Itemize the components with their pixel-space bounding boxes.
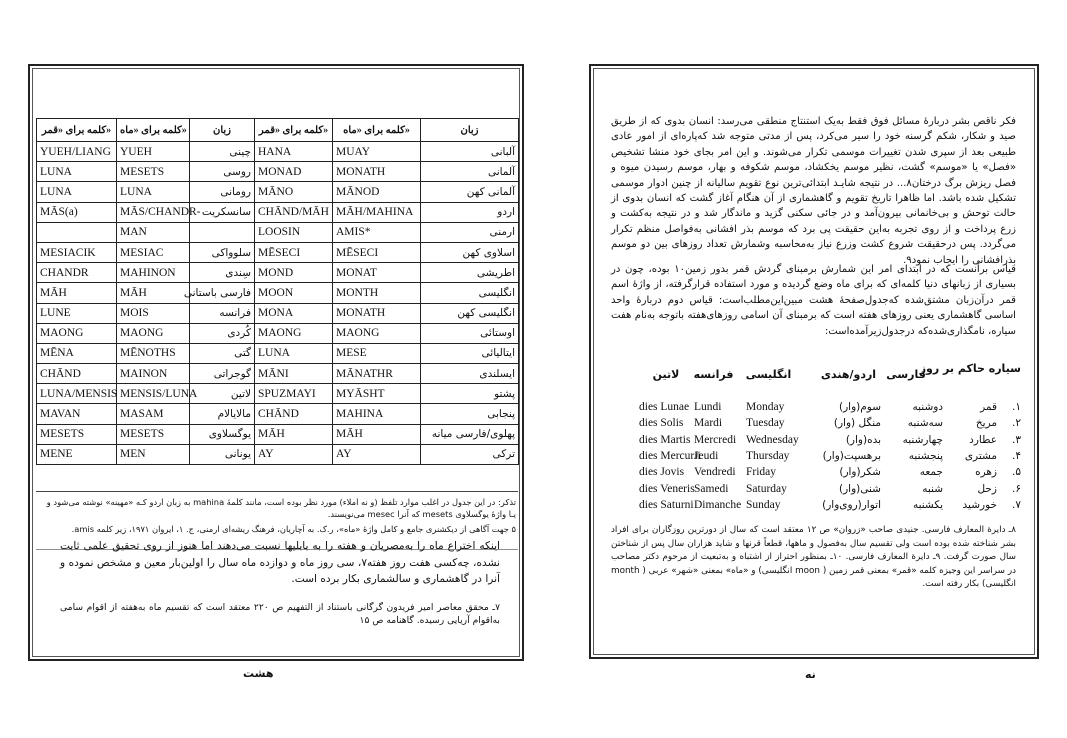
cell-language-2: اردو (421, 202, 519, 222)
cell-moon-2: MONA (255, 303, 333, 323)
cell-language-1: روسی (190, 162, 255, 182)
weekday-planet: زحل (977, 482, 997, 495)
cell-language-2: آلمانی (421, 162, 519, 182)
cell-moon-1: LUNA (37, 162, 117, 182)
cell-moon-2: MĀNI (255, 364, 333, 384)
cell-month-1: YUEH (117, 142, 190, 162)
cell-month-1: MESIAC (117, 242, 190, 262)
weekday-french: Mardi (694, 417, 723, 430)
cell-moon-2: MOND (255, 263, 333, 283)
table-bottom-rule (36, 491, 518, 492)
cell-moon-2: MĀNO (255, 182, 333, 202)
table-row (37, 202, 519, 222)
cell-month-1: MAN (117, 222, 190, 242)
weekday-planet: مشتری (964, 449, 997, 462)
weekday-english: Sunday (746, 498, 781, 511)
cell-moon-1: LUNA (37, 182, 117, 202)
cell-month-2: MĒSECI (333, 242, 421, 262)
cell-month-2: MONTH (333, 283, 421, 303)
weekday-header-urdu: اردو/هندی (820, 368, 877, 381)
weekday-french: Lundi (694, 401, 722, 413)
page-number-right: نه (805, 668, 816, 681)
weekday-french: Dimanche (694, 498, 742, 511)
cell-month-1: MAINON (117, 364, 190, 384)
table-row (37, 384, 519, 404)
cell-month-1: MASAM (117, 404, 190, 424)
cell-month-1: MĀH (117, 283, 190, 303)
cell-month-2: AY (333, 444, 421, 464)
cell-language-1: رومانی (190, 182, 255, 202)
cell-language-1: سلوواکی (190, 242, 255, 262)
weekday-planet: خورشید (962, 498, 997, 511)
left-body-paragraph: اینکه اختراع ماه را به‌مصریان و هفته را به بابلیها نسبت می‌دهند اما هنوز از روی تحقیق علمی ثابت نشده، چه‌کسی هفت روز هفته۷، سی روز ماه و دوازده ماه سال را اولین‌بار معین و مشخص نموده و آنرا در گاهشماری و سالشماری بکار برده است. (60, 540, 500, 585)
weekday-planet: عطارد (969, 433, 997, 446)
cell-language-1: لاتین (190, 384, 255, 404)
weekday-latin: dies Veneris (639, 482, 695, 495)
cell-language-2: انگلیسی (421, 283, 519, 303)
weekday-num: ۵. (1012, 466, 1021, 479)
weekday-num: ۴. (1012, 449, 1021, 462)
weekday-latin: dies Saturni (639, 498, 694, 511)
weekday-persian: سه‌شنبه (907, 417, 943, 430)
cell-language-1: یوگسلاوی (190, 424, 255, 444)
cell-month-1: MOIS (117, 303, 190, 323)
weekday-english: Thursday (746, 449, 790, 462)
cell-language-1: سانسکریت (190, 202, 255, 222)
weekday-latin: dies Jovis (639, 466, 685, 479)
weekday-latin: dies Martis (639, 433, 691, 446)
cell-month-2: MĀNATHR (333, 364, 421, 384)
table-row (37, 404, 519, 424)
cell-language-2: پنجابی (421, 404, 519, 424)
weekday-latin: dies Lunae (639, 401, 690, 413)
weekday-header-persian: فارسی (886, 368, 926, 381)
weekday-french: Mercredi (694, 433, 737, 446)
cell-moon-1: LUNA/MENSIS (37, 384, 117, 404)
cell-moon-2: MAONG (255, 323, 333, 343)
cell-month-1: MĒNOTHS (117, 343, 190, 363)
cell-month-1: MESETS (117, 424, 190, 444)
cell-moon-2: HANA (255, 142, 333, 162)
weekday-urdu: سوم(وار) (839, 401, 881, 413)
cell-moon-1: MAONG (37, 323, 117, 343)
cell-moon-2: LUNA (255, 343, 333, 363)
right-page (589, 64, 1039, 659)
table-row (37, 222, 519, 242)
cell-language-1: یونانی (190, 444, 255, 464)
weekday-urdu: بده(وار) (845, 433, 881, 446)
right-body-paragraph-2: قیاس برآنست که در ابتدای امر این شمارش برمبنای گردش قمر بدور زمین۱۰ بوده، چون در بسیاری از زبانهای دنیا کلمه‌ای که برای ماه وضع گردیده و مورد استفاده قرارگرفته، از واژهٔ اسم قمر درآن‌زبان مشتق‌شده که‌جدول‌صفحهٔ هشت مبین‌این‌مطلب‌است: قیاس دوم دربارهٔ واحد اساسی گاهشماری یعنی روزهای هفته است که برمبنای آن اسامی روزهای‌هفته باتوجه به‌نام هفت سیاره، نامگذاری‌شده‌که درجدول‌زیرآمده‌است: (611, 264, 1016, 337)
weekday-persian: پنجشنبه (908, 449, 943, 462)
table-row (37, 343, 519, 363)
cell-month-2: AMIS* (333, 222, 421, 242)
header-moon-2: کلمه برای «قمر» (255, 119, 333, 142)
cell-month-1: MAONG (117, 323, 190, 343)
cell-language-2: اسلاوی کهن (421, 242, 519, 262)
moon-month-words-table (36, 118, 519, 465)
weekday-latin: dies Mercurii (639, 449, 701, 462)
cell-language-1 (190, 222, 255, 242)
cell-language-1: فرانسه (190, 303, 255, 323)
cell-moon-2: AY (255, 444, 333, 464)
cell-language-1: سِندی (190, 263, 255, 283)
cell-month-1: LUNA (117, 182, 190, 202)
weekday-english: Saturday (746, 482, 787, 495)
cell-month-2: MONATH (333, 162, 421, 182)
weekday-english: Wednesday (746, 433, 799, 446)
cell-language-2: ایسلندی (421, 364, 519, 384)
table-header-row (37, 119, 519, 142)
cell-language-2: ارمنی (421, 222, 519, 242)
cell-month-2: MONATH (333, 303, 421, 323)
cell-moon-1: MĒNA (37, 343, 117, 363)
table-row (37, 242, 519, 262)
cell-moon-1: YUEH/LIANG (37, 142, 117, 162)
cell-moon-1: LUNE (37, 303, 117, 323)
weekday-num: ۱. (1012, 401, 1021, 413)
table-row (37, 263, 519, 283)
cell-moon-1: MĀS(a) (37, 202, 117, 222)
right-body-paragraph-1: فکر ناقص بشر دربارهٔ مسائل فوق فقط به‌یک استنتاج منطقی می‌رسد: انسان بدوی که از طریق صید و شکار، شکم گرسنه خود را سیر می‌کرد، پس از مدتی متوجه شد که‌پاره‌ای از امور عادی طبیعی بعد از سپری شدن تغییرات موسمی تکرار می‌شوند. و این امر بجای خود منشا تشخیص «فصل» یا «موسم» گشت، نظیر موسم یخکشاد، موسم شکوفه و بهار، موسم رسیدن میوه و فصل ریزش برگ درختان۸... در نتیجه شایـد ابتدائی‌ترین نوع تقویم سالیانه از چنین ادوار موسمی تشکیل شده باشد. اما ظاهرا تاریخ تقویم و گاهشماری از آن هنگام آغاز گشت که انسان بدوی از حالت توحش و بی‌خانمانی بیرون‌آمد و در جائی سکنی گزید و ماندگار شد و در نتیجه به‌کشت و زرع پرداخت و از روی تجربه به‌این حقیقت پی برد که موسم بذر افشانی به‌فواصل منظم تکرار می‌گردد. پس درحقیقت شروع کشت وزرع نیاز به‌محاسبه وشمارش تعداد روزهای بین دو موسم بذرافشانی را ایجاب نمود۹. (611, 116, 1016, 266)
cell-moon-2: MONAD (255, 162, 333, 182)
weekday-urdu: برهسپت(وار) (822, 449, 881, 462)
cell-month-2: MONAT (333, 263, 421, 283)
cell-month-2: MĀH (333, 424, 421, 444)
cell-language-1: چینی (190, 142, 255, 162)
header-language-1: زبان (190, 119, 255, 142)
weekday-persian: شنبه (922, 482, 943, 495)
cell-moon-2: SPUZMAYI (255, 384, 333, 404)
cell-language-2: آلمانی کهن (421, 182, 519, 202)
cell-moon-1: MĀH (37, 283, 117, 303)
cell-moon-1 (37, 222, 117, 242)
weekday-planet: قمر (980, 401, 997, 413)
cell-language-2: آلبانی (421, 142, 519, 162)
cell-month-1: MEN (117, 444, 190, 464)
footnote-5: ۵ جهت آگاهی از دیکشنری جامع و کامل واژهٔ «ماه»، ر.ک. به آچاریان، فرهنگ ریشه‌ای ارمنی، ج. ۱، ایروان ۱۹۷۱، زیر کلمه amis. (71, 524, 516, 534)
table-row (37, 142, 519, 162)
weekday-header-english: انگلیسی (745, 368, 792, 381)
cell-month-2: MĀNOD (333, 182, 421, 202)
weekday-header-french: فرانسه (693, 368, 734, 381)
weekday-persian: چهارشنبه (902, 433, 943, 446)
table-row (37, 283, 519, 303)
weekday-persian: دوشنبه (912, 401, 943, 413)
cell-month-2: MĀH/MAHINA (333, 202, 421, 222)
weekday-persian: جمعه (919, 466, 943, 479)
cell-month-1: MAHINON (117, 263, 190, 283)
weekday-num: ۲. (1012, 417, 1021, 430)
footnote-7: ۷ـ محقق معاصر امیر فریدون گرگانی باستناد از التفهیم ص ۲۲۰ معتقد است که تقسیم ماه به‌هفته از اقوام سامی به‌اقوام آریایی رسیده. گاهنامه ص ۱۵ (60, 602, 501, 626)
cell-month-1: MESETS (117, 162, 190, 182)
page-number-left: هشت (243, 667, 274, 680)
table-row (37, 182, 519, 202)
cell-month-2: MAHINA (333, 404, 421, 424)
cell-moon-1: MAVAN (37, 404, 117, 424)
cell-month-2: MUAY (333, 142, 421, 162)
cell-moon-2: MOON (255, 283, 333, 303)
table-note: تذکر: در این جدول در اغلب موارد تلفظ (و نه املاء) مورد نظر بوده است، مانند کلمهٔ mahina به زبان اردو کـه «مهینه» نوشته می‌شود و یـا واژهٔ یوگسلاوی mesets که آنرا mesec می‌نویسند. (46, 497, 516, 519)
table-row (37, 444, 519, 464)
weekday-english: Friday (746, 466, 777, 479)
header-month-2: کلمه برای «ماه» (333, 119, 421, 142)
cell-language-1: فارسی باستانی (190, 283, 255, 303)
cell-language-1: کُردی (190, 323, 255, 343)
cell-month-2: MESE (333, 343, 421, 363)
cell-moon-1: MESIACIK (37, 242, 117, 262)
weekday-french: Samedi (694, 482, 729, 495)
cell-language-2: اوستائی (421, 323, 519, 343)
weekday-english: Monday (746, 401, 785, 413)
weekday-planet: زهره (975, 466, 997, 479)
weekday-num: ۷. (1012, 498, 1021, 511)
weekday-french: Vendredi (694, 466, 736, 479)
cell-language-2: ترکی (421, 444, 519, 464)
cell-moon-1: MESETS (37, 424, 117, 444)
table-row (37, 162, 519, 182)
weekday-french: Jeudi (694, 449, 719, 462)
weekday-header-latin: لاتین (652, 368, 680, 381)
cell-moon-2: LOOSIN (255, 222, 333, 242)
right-footnotes: ۸ـ دایرة المعارف فارسی. جنیدی صاحب «زروان» ص ۱۲ معتقد است که سال از دورترین روزگاران برای افراد بشر شناخته شده بوده است ولی تقسیم سال به‌فصول و ماهها، قطعاً قرنها و شاید هزاران سال پس از شناختن سال صورت گرفت. ۹ـ دایرة المعارف فارسی. ۱۰ـ بمنظور احتراز از اشتباه و به‌تبعیت از مرحوم دکتر مصاحب در سراسر این وجیزه کلمه «قمر» بمعنی قمر زمین ( moon انگلیسی) و «ماه» بمعنی «شهر» عربی ( month انگلیسی) بکار رفته است. (611, 525, 1017, 589)
weekday-urdu: منگل (وار) (833, 417, 881, 430)
cell-language-2: پشتو (421, 384, 519, 404)
cell-language-1: گتی (190, 343, 255, 363)
table-row (37, 424, 519, 444)
header-language-2: زبان (421, 119, 519, 142)
cell-moon-1: CHĀND (37, 364, 117, 384)
weekday-urdu: اتوار(روی‌وار) (822, 498, 881, 511)
weekday-english: Tuesday (746, 417, 785, 430)
cell-month-2: MAONG (333, 323, 421, 343)
cell-moon-1: CHANDR (37, 263, 117, 283)
cell-month-1: MENSIS/LUNA (117, 384, 190, 404)
cell-language-1: مالایالام (190, 404, 255, 424)
cell-moon-1: MENE (37, 444, 117, 464)
cell-moon-2: MĀH (255, 424, 333, 444)
cell-language-2: ایتالیائی (421, 343, 519, 363)
cell-language-1: گوجراتی (190, 364, 255, 384)
cell-language-2: پهلوی/فارسی میانه (421, 424, 519, 444)
weekday-num: ۶. (1012, 482, 1021, 495)
weekday-urdu: شنی(وار) (839, 482, 881, 495)
cell-month-2: MYĀSHT (333, 384, 421, 404)
weekday-planet: مریخ (975, 417, 997, 430)
weekday-latin: dies Solis (639, 417, 684, 430)
cell-moon-2: MĒSECI (255, 242, 333, 262)
cell-month-1: MĀS/CHANDR- (117, 202, 190, 222)
table-row (37, 303, 519, 323)
cell-language-2: اطریشی (421, 263, 519, 283)
weekday-urdu: شکر(وار) (839, 466, 881, 479)
header-month-1: کلمه برای «ماه» (117, 119, 190, 142)
table-row (37, 323, 519, 343)
cell-moon-2: CHĀND/MĀH (255, 202, 333, 222)
cell-moon-2: CHĀND (255, 404, 333, 424)
left-page (28, 64, 524, 661)
cell-language-2: انگلیسی کهن (421, 303, 519, 323)
weekday-persian: یکشنبه (912, 498, 943, 511)
weekday-num: ۳. (1012, 433, 1021, 446)
table-row (37, 364, 519, 384)
header-moon-1: کلمه برای «قمر» (37, 119, 117, 142)
weekday-header-planet: سیاره حاکم بر روز (919, 362, 1021, 375)
